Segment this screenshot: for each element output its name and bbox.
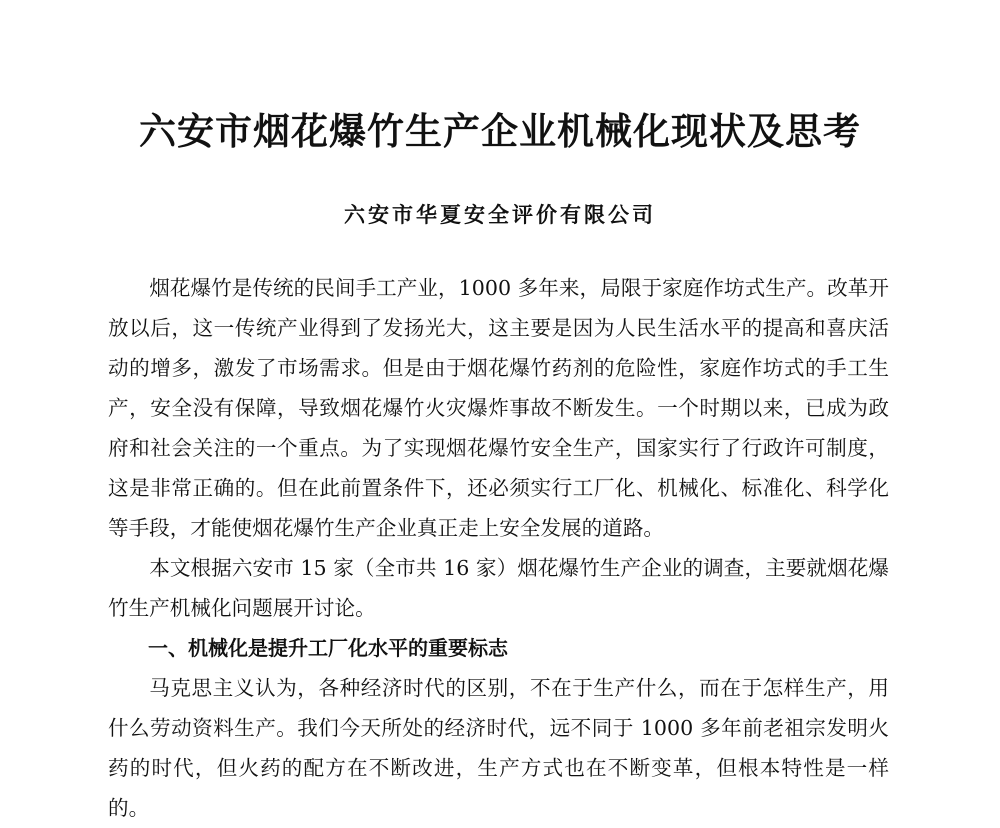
section-paragraph: 马克思主义认为，各种经济时代的区别，不在于生产什么，而在于怎样生产，用什么劳动资料生产。我们今天所处的经济时代，远不同于 1000 多年前老祖宗发明火药的时代，但火药的配方在不断改进，生产方式也在不断变革，但根本特性是一样的。 (108, 676, 889, 820)
body-paragraph-2: 本文根据六安市 15 家（全市共 16 家）烟花爆竹生产企业的调查，主要就烟花爆竹生产机械化问题展开讨论。 (108, 556, 889, 620)
section-heading: 一、机械化是提升工厂化水平的重要标志 (148, 636, 508, 660)
body-paragraph-1: 烟花爆竹是传统的民间手工产业，1000 多年来，局限于家庭作坊式生产。改革开放以后，这一传统产业得到了发扬光大，这主要是因为人民生活水平的提高和喜庆活动的增多，激发了市场需求。但是由于烟花爆竹药剂的危险性，家庭作坊式的手工生产，安全没有保障，导致烟花爆竹火灾爆炸事故不断发生。一个时期以来，已成为政府和社会关注的一个重点。为了实现烟花爆竹安全生产，国家实行了行政许可制度，这是非常正确的。但在此前置条件下，还必须实行工厂化、机械化、标准化、科学化等手段，才能使烟花爆竹生产企业真正走上安全发展的道路。 (108, 276, 889, 540)
document-title: 六安市烟花爆竹生产企业机械化现状及思考 (139, 109, 861, 153)
document-author: 六安市华夏安全评价有限公司 (344, 202, 656, 227)
document-body (108, 268, 889, 828)
